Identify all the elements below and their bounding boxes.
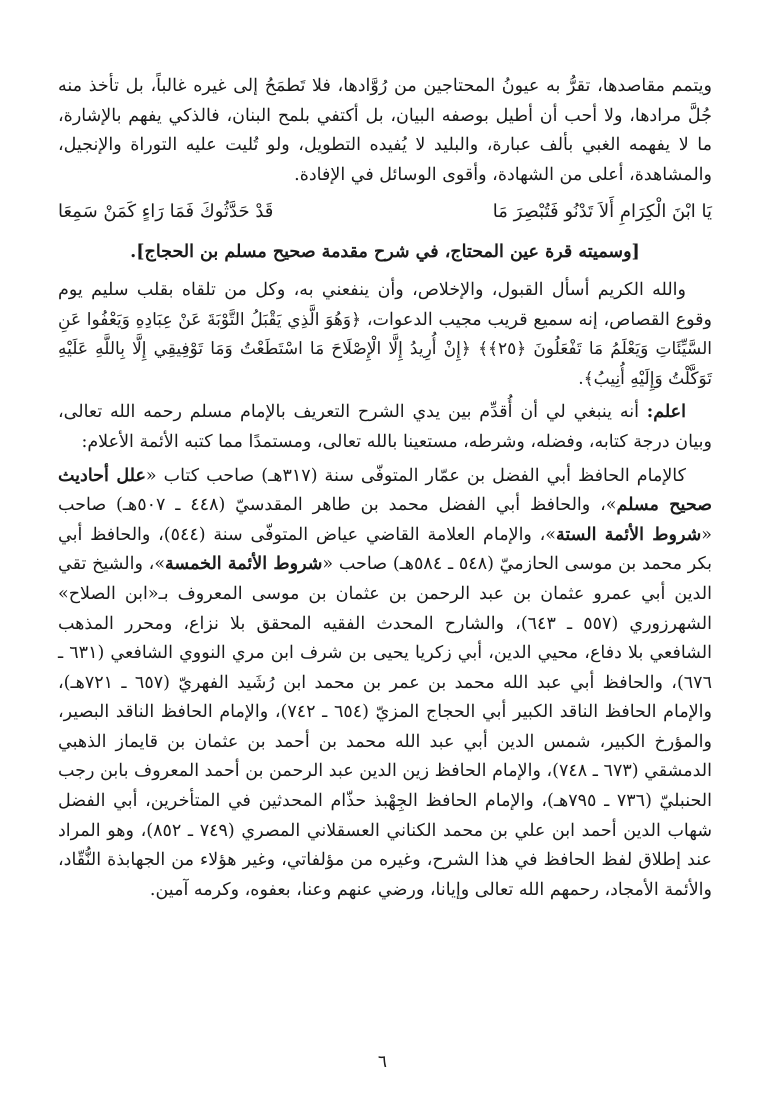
- poetry-verse: [58, 194, 712, 228]
- scholars-text-a: كالإمام الحافظ أبي الفضل بن عمّار المتوفّى سنة (٣١٧هـ) صاحب كتاب «: [145, 465, 686, 486]
- scholars-text-c: »، والحافظ أبي الفضل محمد بن طاهر المقدسيّ (٤٤٨ ـ ٥٠٧هـ) صاحب «: [58, 495, 712, 545]
- scholars-text-g: »، والشيخ تقي الدين أبي عمرو عثمان بن عبد الرحمن بن عثمان بن موسى المعروف بـ«ابن الصلاح» الشهرزوري (٥٥٧ ـ ٦٤٣)، والشارح المحدث الفقيه المحقق بلا نزاع، ومحرر المذهب الشافعي بلا دفاع، محيي الدين، أبي زكريا يحيى بن شرف ابن مري النووي الشافعي (٦٣١ ـ ٦٧٦)، والحافظ أبي عبد الله محمد بن عمر بن محمد ابن رُشَيد الفهريّ (٦٥٧ ـ ٧٢١هـ)، والإمام الحافظ الناقد الكبير أبي الحجاج المزيّ (٦٥٤ ـ ٧٤٢)، والإمام الحافظ الناقد البصير، والمؤرخ الكبير، شمس الدين أبي عبد الله محمد بن أحمد بن عثمان بن قايماز الذهبي الدمشقي (٦٧٣ ـ ٧٤٨)، والإمام الحافظ زين الدين عبد الرحمن بن أحمد المعروف بابن رجب الحنبليّ (٧٣٦ ـ ٧٩٥هـ)، والإمام الحافظ الجِهْبذ حذّام المحدثين في المتأخرين، أبي الفضل شهاب الدين أحمد ابن علي بن محمد الكناني العسقلاني المصري (٧٤٩ ـ ٨٥٢)، وهو المراد عند إطلاق لفظ الحافظ في هذا الشرح، وغيره من مؤلفاتي، وغير هؤلاء من الجهابذة النُّقّاد، والأئمة الأمجاد، رحمهم الله تعالى وإيانا، ورضي عنهم وعنا، بعفوه، وكرمه آمين.: [58, 554, 712, 900]
- quran-verse-2: ﴿إِنْ أُرِيدُ إِلَّا الْإِصْلَاحَ مَا اسْتَطَعْتُ وَمَا تَوْفِيقِي إِلَّا بِاللَّهِ عَلَيْهِ تَوَكَّلْتُ وَإِلَيْهِ أُنِيبُ﴾.: [58, 339, 712, 389]
- page-number: ٦: [377, 1052, 388, 1072]
- book-title-shurut-sitta: شروط الأئمة الستة: [556, 524, 702, 545]
- note-lead-word: اعلم:: [646, 402, 686, 423]
- page-body: [58, 72, 712, 909]
- note-text: أنه ينبغي لي أن أُقدِّم بين يدي الشرح التعريف بالإمام مسلم رحمه الله تعالى، وبيان درجة كتابه، وفضله، وشرطه، مستعينا بالله تعالى، ومستمدًا مما كتبه الأئمة الأعلام:: [58, 402, 712, 452]
- verse-second-hemistich: قَدْ حَدَّثُوكَ فَمَا رَاءٍ كَمَنْ سَمِعَا: [58, 200, 274, 222]
- book-title-ilal: علل أحاديث صحيح مسلم: [58, 465, 712, 516]
- book-title-heading: [وسميته قرة عين المحتاج، في شرح مقدمة صحيح مسلم بن الحجاج].: [130, 242, 640, 263]
- verse-first-hemistich: يَا ابْنَ الْكِرَامِ أَلاَ تَدْنُو فَتُبْصِرَ مَا: [492, 200, 712, 222]
- book-title-shurut-khamsa: شروط الأئمة الخمسة: [165, 554, 323, 575]
- quran-verse-1: ﴿وَهُوَ الَّذِي يَقْبَلُ التَّوْبَةَ عَنْ عِبَادِهِ وَيَعْفُوا عَنِ السَّيِّئَاتِ وَيَعْلَمُ مَا تَفْعَلُونَ ﴿٢٥﴾﴾: [58, 309, 712, 360]
- scholars-text-e: »، والإمام العلامة القاضي عياض المتوفّى سنة (٥٤٤)، والحافظ أبي بكر محمد بن موسى الحازميّ (٥٤٨ ـ ٥٨٤هـ) صاحب «: [58, 524, 712, 575]
- introduction-note-paragraph: [58, 398, 712, 457]
- scholars-list-paragraph: [58, 462, 712, 906]
- supplication-paragraph: [58, 276, 712, 394]
- intro-paragraph: ويتمم مقاصدها، تقرُّ به عيونُ المحتاجين من رُوَّادها، فلا تَطمَحُ إلى غيره غالباً، بل تأخذ منه جُلَّ مرادها، ولا أحب أن أطيل بوصفه البيان، بل أكتفي بلمح البنان، فالذكي يفهم بالإشارة، ما لا يفهمه الغبي بألف عبارة، والبليد لا يُفيده التطويل، ولو تُليت عليه التوراة والإنجيل، والمشاهدة، أعلى من الشهادة، وأقوى الوسائل في الإفادة.: [58, 76, 712, 185]
- supplication-text: والله الكريم أسأل القبول، والإخلاص، وأن ينفعني به، وكل من تلقاه بقلب سليم يوم وقوع القصاص، إنه سميع قريب مجيب الدعوات،: [58, 279, 712, 330]
